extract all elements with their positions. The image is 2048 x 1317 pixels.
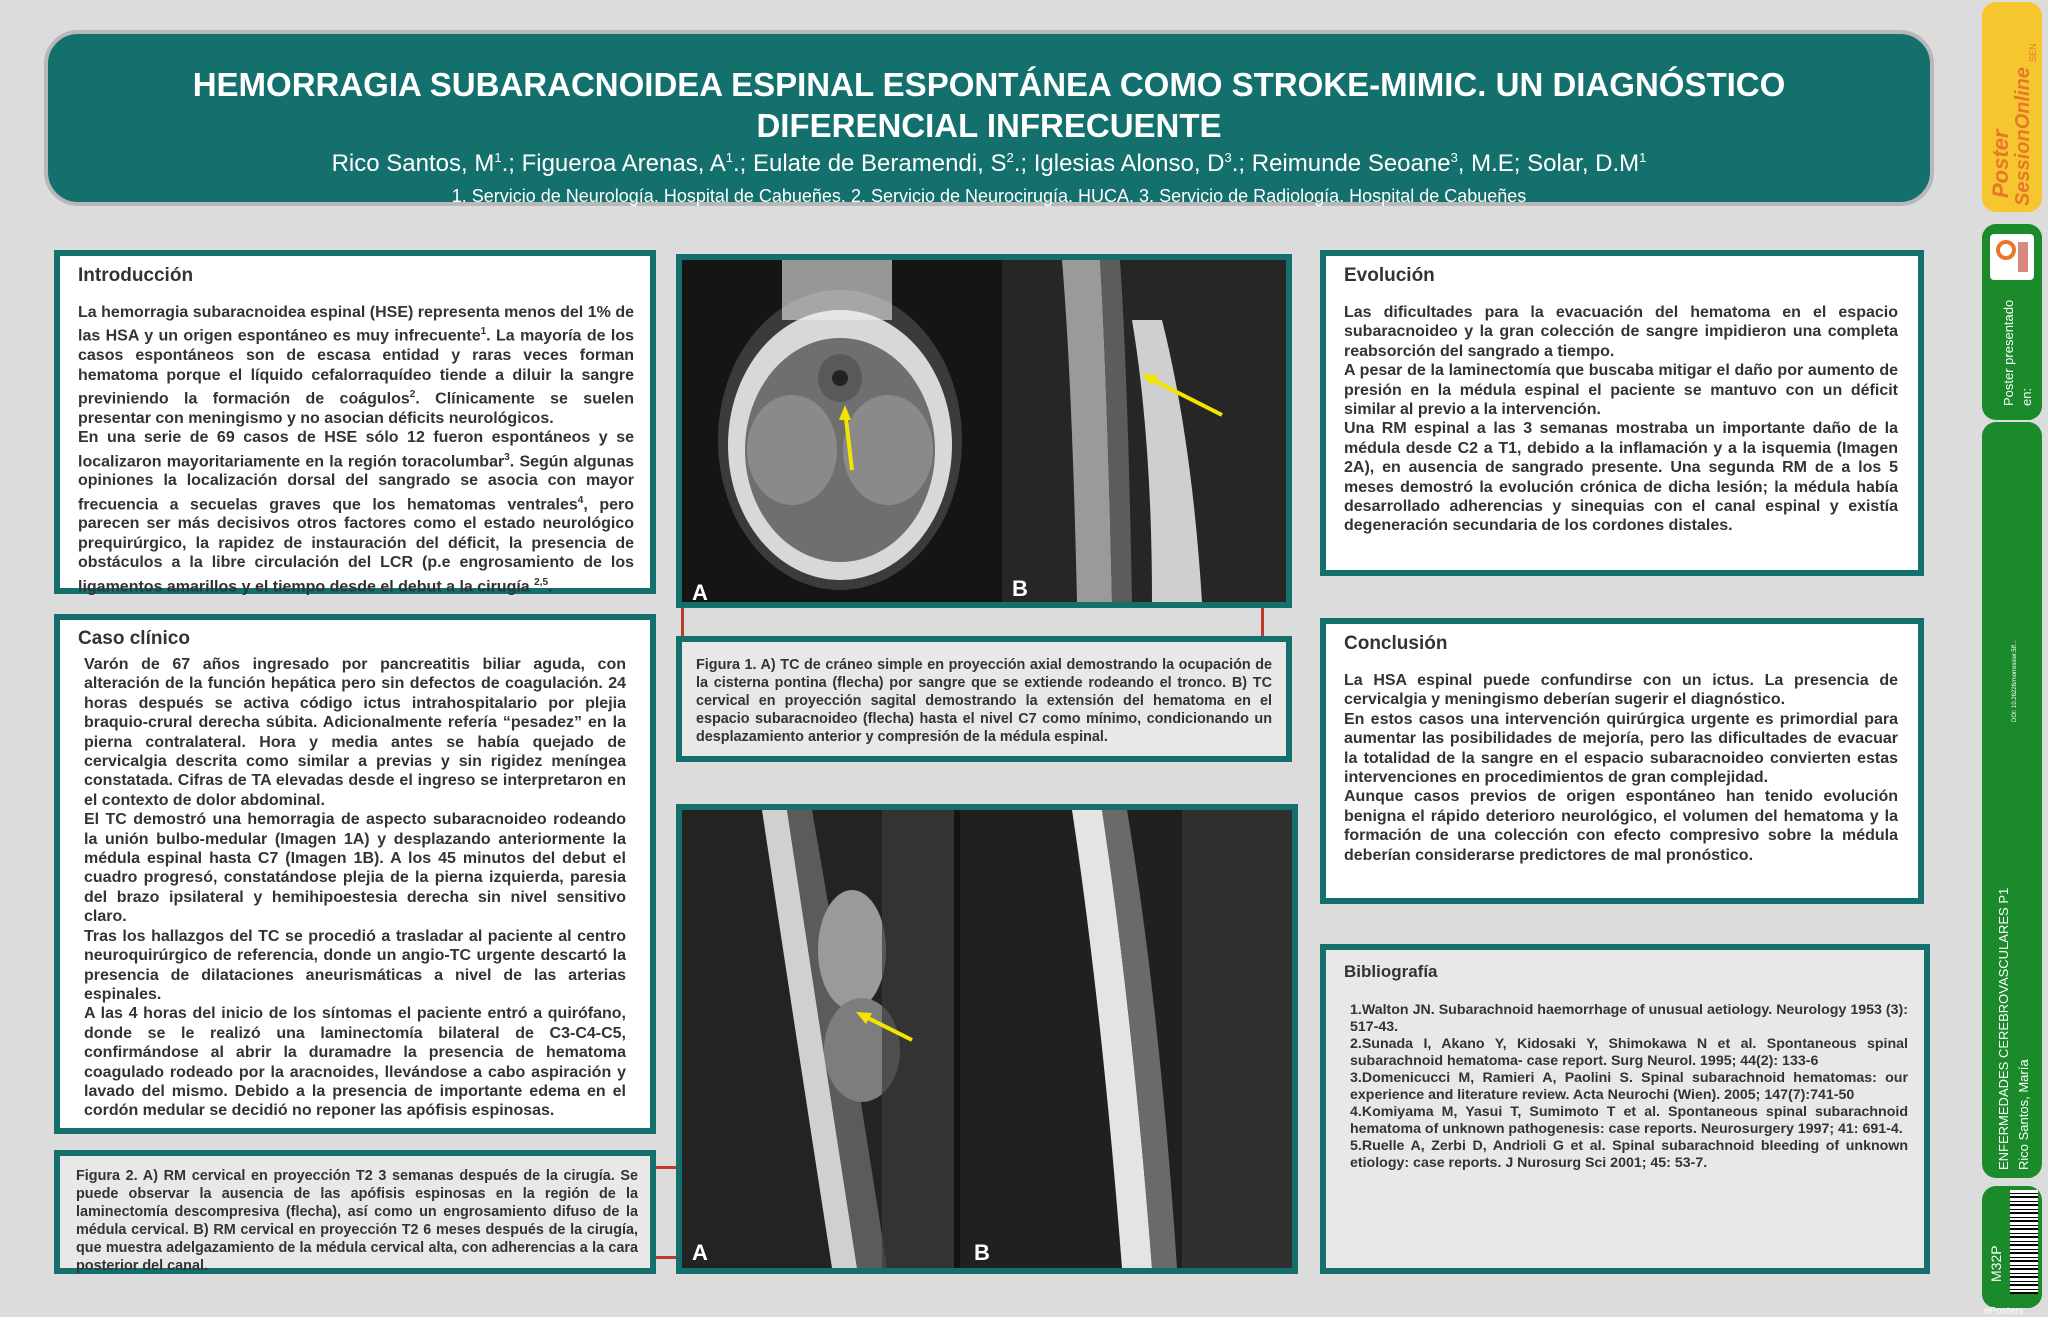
- presented-block: [1982, 224, 2042, 420]
- evolucion-p1: Las dificultades para la evacuación del hematoma en el espacio subaracnoideo y la gran colección de sangre impidieron una completa reabsorción del sangrado a tiempo.: [1344, 304, 1898, 360]
- brand-block: [1982, 2, 2042, 212]
- introduccion-p1: La hemorragia subaracnoidea espinal (HSE) representa menos del 1% de las HSA y un origen espontáneo es muy infrecuente$^1$. La mayoría de los casos espontáneos son de escasa entidad y raras veces forman hematoma porque el líquido cefalorraquídeo tiende a diluir la sangre previniendo la formación de coágulos$^2$. Clínicamente se suelen presentar con meningismo y no asocian déficits neurológicos.: [78, 304, 634, 427]
- introduccion-p2: En una serie de 69 casos de HSE sólo 12 fueron espontáneos y se localizaron mayoritariamente en la región toracolumbar$^3$. Según algunas opiniones la localización dorsal del sangrado se asocia con mayor frecuencia a secuelas graves que los hematomas ventrales$^4$, pero parecen ser más decisivos otros factores como el estado neurológico prequirúrgico, la rapidez de instauración del déficit, la presencia de obstáculos a la libre circulación del LCR (p.e engrosamiento de los ligamentos amarillos y el tiempo desde el debut a la cirugía $^{2,5}$.: [78, 429, 635, 595]
- sen-logo-icon: [1990, 234, 2034, 280]
- authors: [48, 150, 1930, 178]
- figura1-label-a: A: [692, 580, 708, 605]
- conclusion-title: Conclusión: [1344, 633, 1448, 654]
- introduccion-panel: [54, 250, 656, 594]
- barcode-text: ePosters: [1984, 1306, 2024, 1317]
- brand-tag: SEN: [2028, 43, 2038, 62]
- sagittal-ct-image: [1002, 260, 1286, 602]
- title-line-2: DIFERENCIAL INFRECUENTE: [756, 107, 1222, 144]
- caso-clinico-title: Caso clínico: [78, 628, 190, 649]
- evolucion-title: Evolución: [1344, 265, 1435, 286]
- conclusion-p1: La HSA espinal puede confundirse con un ictus. La presencia de cervicalgia y meningismo deberían sugerir el diagnóstico.: [1344, 672, 1898, 709]
- bibliografia-item: 1.Walton JN. Subarachnoid haemorrhage of unusual aetiology. Neurology 1953 (3): 517-43.: [1350, 1002, 1908, 1035]
- connector-line: [654, 1166, 676, 1169]
- bibliografia-item: 4.Komiyama M, Yasui T, Sumimoto T et al. Spontaneous spinal subarachnoid hematoma of unknown pathogenesis: case reports. Neurosurgery 1997; 41: 691-4.: [1350, 1104, 1908, 1137]
- author: Rico Santos, $M^1$.;: [331, 150, 522, 177]
- evolucion-p2: A pesar de la laminectomía que buscaba mitigar el daño por aumento de presión en la médula espinal el paciente se mantuvo con un déficit similar al previo a la intervención.: [1344, 362, 1898, 419]
- figura1-caption: Figura 1. A) TC de cráneo simple en proyección axial demostrando la ocupación de la cisterna pontina (flecha) por sangre que se extiende rodeando el tronco. B) TC cervical en proyección sagital demostrando la extensión del hematoma en el espacio subaracnoideo (flecha) hasta el nivel C7 como mínimo, condicionando un desplazamiento anterior y compresión de la médula espinal.: [696, 657, 1272, 745]
- author: Solar, $D.M^1$: [1527, 150, 1647, 177]
- author: Reimunde Seoane$^3$, M.E;: [1251, 150, 1528, 177]
- category-text: ENFERMEDADES CEREBROVASCULARES P1: [1996, 887, 2011, 1170]
- bibliografia-panel: [1320, 944, 1930, 1274]
- title-line-1: HEMORRAGIA SUBARACNOIDEA ESPINAL ESPONTÁNEA COMO STROKE-MIMIC. UN DIAGNÓSTICO: [192, 66, 1786, 103]
- code-text: M32P: [1988, 1245, 2004, 1282]
- author: Eulate de Beramendi, $S^2$.;: [752, 150, 1034, 177]
- mri-t2-6months-image: [960, 810, 1292, 1268]
- barcode-icon: [2010, 1190, 2038, 1294]
- author: Figueroa Arenas, $A^1$.;: [521, 150, 753, 177]
- connector-line: [681, 608, 684, 636]
- bibliografia-item: 3.Domenicucci M, Ramieri A, Paolini S. Spinal subarachnoid hematomas: our experience and literature review. Acta Neurochi (Wien). 2005; 147(7):741-50: [1350, 1070, 1908, 1103]
- mri-t2-3weeks-image: [682, 810, 954, 1268]
- figura2-caption-panel: [54, 1150, 656, 1274]
- connector-line: [654, 1256, 676, 1259]
- bibliografia-item: 5.Ruelle A, Zerbi D, Andrioli G et al. Spinal subarachnoid bleeding of unknown etiology: case reports. J Nurosurg Sci 2001; 45: 53-7.: [1350, 1138, 1908, 1171]
- conclusion-p2: En estos casos una intervención quirúrgica urgente es primordial para aumentar las posibilidades de mejoría, pero las dificultades de evacuar la totalidad de la sangre en el espacio subaracnoideo convierten estas intervenciones en procedimientos de gran complejidad.: [1344, 710, 1898, 787]
- figura2-label-b: B: [974, 1240, 990, 1265]
- figura2-label-a: A: [692, 1240, 708, 1265]
- caso-clinico-panel: [54, 614, 656, 1134]
- introduccion-title: Introducción: [78, 265, 194, 286]
- caso-p1: Varón de 67 años ingresado por pancreatitis biliar aguda, con alteración de la función hepática pero sin defectos de coagulación. 24 horas después se activa código ictus intrahospitalario por plejia braquio-crural derecha súbita. Adicionalmente refería “pesadez” en la pierna contralateral. Hora y media antes se había quejado de cervicalgia descrita como similar a previas y sin rigidez meníngea constatada. Cifras de TA elevadas desde el ingreso se interpretaron en el contexto de dolor abdominal.: [84, 656, 626, 809]
- brand-top: Poster: [1988, 129, 2013, 198]
- figura1-label-b: B: [1012, 576, 1028, 601]
- poster-title: [88, 64, 1890, 146]
- conclusion-panel: [1320, 618, 1924, 904]
- bibliografia-list: [1344, 1002, 1908, 1172]
- figura1-image: [676, 254, 1292, 608]
- mri-scans-illustration: [682, 810, 1292, 1268]
- doi-text: DOI: 10.26226/morressier.5ff...: [2012, 640, 2018, 722]
- evolucion-panel: [1320, 250, 1924, 576]
- evolucion-p3: Una RM espinal a las 3 semanas mostraba un importante daño de la médula desde C2 a T1, debido a la inflamación y a la isquemia (Imagen 2A), en ausencia de sangrado presente. Una segunda RM de a los 5 meses demostró la evolución crónica de dicha lesión; la médula había desarrollado adherencias y sinequias con el canal espinal y existía degeneración secundaria de los cordones distales.: [1344, 420, 1898, 535]
- figura2-caption: Figura 2. A) RM cervical en proyección T2 3 semanas después de la cirugía. Se puede observar la ausencia de las apófisis espinosas en la región de la laminectomía descompresiva (flecha), así como un engrosamiento difuso de la médula cervical. B) RM cervical en proyección T2 6 meses después de la cirugía, que muestra adelgazamiento de la médula cervical alta, con adherencias a la cara posterior del canal.: [76, 1168, 638, 1274]
- caso-p2: El TC demostró una hemorragia de aspecto subaracnoideo rodeando la unión bulbo-medular (Imagen 1A) y desplazando anteriormente la médula espinal hasta C7 (Imagen 1B). A los 45 minutos del debut el cuadro progresó, constatándose plejia de la pierna izquierda, paresia del brazo ipsilateral y hemihipoestesia derecha sin nivel sensitivo claro.: [84, 811, 626, 926]
- conclusion-p3: Aunque casos previos de origen espontáneo han tenido evolución benigna el rápido deterioro neurológico, el volumen del hematoma y la formación de una colección con efecto compresivo sobre la médula deberían considerarse predictores de mal pronóstico.: [1344, 788, 1898, 864]
- poster-header: [44, 30, 1934, 206]
- bibliografia-item: 2.Sunada I, Akano Y, Kidosaki Y, Shimokawa N et al. Spontaneous spinal subarachnoid hematoma- case report. Surg Neurol. 1995; 44(2): 133-6: [1350, 1036, 1908, 1069]
- caso-p3: Tras los hallazgos del TC se procedió a trasladar al paciente al centro neuroquirúrgico de referencia, donde un angio-TC urgente descartó la presencia de dilataciones aneurismáticas a nivel de las arterias espinales.: [84, 927, 626, 1003]
- caso-p4: A las 4 horas del inicio de los síntomas el paciente entró a quirófano, donde se le realizó una laminectomía bilateral de C3-C4-C5, confirmándose al abrir la duramadre la presencia de hematoma coagulado rodeado por la aracnoides, llevándose a cabo aspiración y lavado del mismo. Debido a la presencia de importante edema en el cordón medular se decidió no reponer las apófisis espinosas.: [84, 1005, 626, 1120]
- author: Iglesias Alonso, $D^3$.;: [1033, 150, 1252, 177]
- sidebar: [1978, 0, 2048, 1317]
- code-block: [1982, 1186, 2042, 1317]
- info-block: [1982, 422, 2042, 1178]
- figura1-caption-panel: [676, 636, 1292, 762]
- affiliations: 1. Servicio de Neurología. Hospital de Cabueñes. 2. Servicio de Neurocirugía. HUCA. 3. Servicio de Radiología. Hospital de Cabueñes: [451, 186, 1527, 206]
- ct-scans-illustration: [682, 260, 1286, 602]
- figura2-image: [676, 804, 1298, 1274]
- presented-text: Poster presentado en:: [2001, 299, 2034, 406]
- bibliografia-title: Bibliografía: [1344, 962, 1438, 981]
- author-text: Rico Santos, María: [2016, 1059, 2031, 1170]
- connector-line: [1261, 608, 1264, 636]
- brand-bottom: SessionOnline: [2012, 67, 2034, 206]
